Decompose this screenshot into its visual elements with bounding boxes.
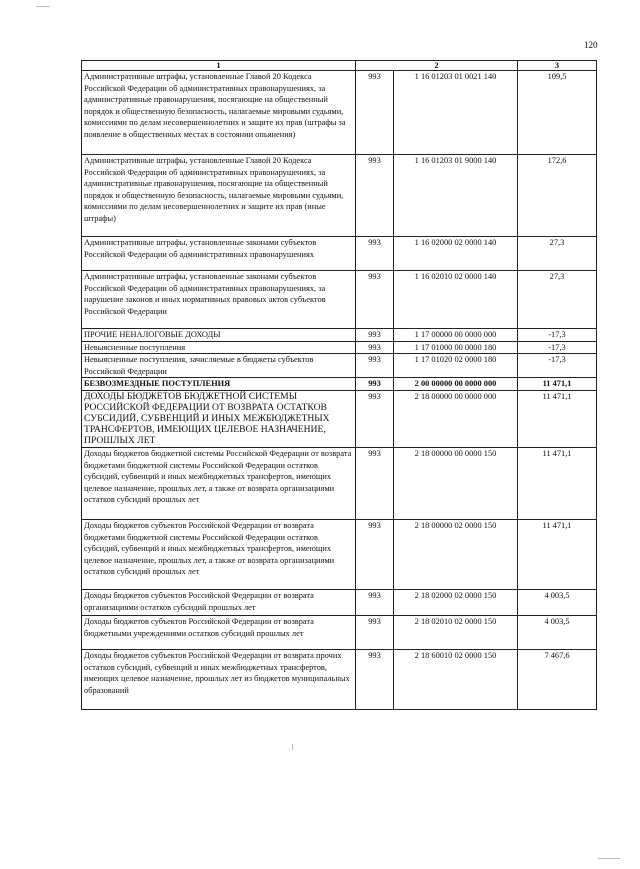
row-admin-code: 993 — [356, 589, 394, 615]
row-budget-code: 2 18 60010 02 0000 150 — [394, 649, 518, 709]
row-name: Невыясненные поступления — [82, 341, 356, 354]
row-budget-code: 2 18 02010 02 0000 150 — [394, 615, 518, 649]
row-name: Административные штрафы, установленные Главой 20 Кодекса Российской Федерации об административных правонарушениях, за административные правонарушения, посягающие на общественный порядок и общественную безопасность, налагаемые мировыми судьями, комиссиями по делам несовершеннолетних и защите их прав (иные штрафы) — [82, 155, 356, 237]
row-name: Доходы бюджетов субъектов Российской Федерации от возврата бюджетными учреждениями остатков субсидий прошлых лет — [82, 615, 356, 649]
row-value: 11 471,1 — [518, 447, 597, 519]
row-name: Доходы бюджетов субъектов Российской Федерации от возврата прочих остатков субсидий, субвенций и иных межбюджетных трансфертов, имеющих целевое назначение, прошлых лет из бюджетов муниципальных образований — [82, 649, 356, 709]
table-row — [82, 71, 597, 155]
table-row — [82, 155, 597, 237]
revenue-table — [81, 60, 597, 710]
row-value: -17,3 — [518, 329, 597, 342]
row-budget-code: 2 18 00000 00 0000 000 — [394, 390, 518, 447]
row-name: Доходы бюджетов субъектов Российской Федерации от возврата организациями остатков субсидий прошлых лет — [82, 589, 356, 615]
row-value: -17,3 — [518, 354, 597, 378]
table-row — [82, 447, 597, 519]
row-name: БЕЗВОЗМЕЗДНЫЕ ПОСТУПЛЕНИЯ — [82, 378, 356, 391]
row-value: 27,3 — [518, 271, 597, 329]
table-row — [82, 271, 597, 329]
table-row — [82, 390, 597, 447]
row-admin-code: 993 — [356, 354, 394, 378]
row-budget-code: 1 17 01020 02 0000 180 — [394, 354, 518, 378]
row-name: Доходы бюджетов субъектов Российской Федерации от возврата бюджетами бюджетной системы Российской Федерации остатков субсидий, субвенций и иных межбюджетных трансфертов, имеющих целевое назначение, прошлых лет, а также от возврата организациями остатков субсидий прошлых лет — [82, 519, 356, 589]
column-header: 1 — [82, 61, 356, 71]
row-admin-code: 993 — [356, 519, 394, 589]
row-admin-code: 993 — [356, 329, 394, 342]
row-value: 172,6 — [518, 155, 597, 237]
row-value: 11 471,1 — [518, 519, 597, 589]
row-budget-code: 1 16 01203 01 9000 140 — [394, 155, 518, 237]
row-budget-code: 2 00 00000 00 0000 000 — [394, 378, 518, 391]
row-value: 4 003,5 — [518, 589, 597, 615]
row-value: 27,3 — [518, 237, 597, 271]
row-name: Административные штрафы, установленные законами субъектов Российской Федерации об административных правонарушениях, за нарушение законов и иных нормативных правовых актов субъектов Российской Федерации — [82, 271, 356, 329]
row-value: 7 467,6 — [518, 649, 597, 709]
row-value: 11 471,1 — [518, 390, 597, 447]
row-admin-code: 993 — [356, 71, 394, 155]
row-budget-code: 2 18 00000 00 0000 150 — [394, 447, 518, 519]
row-value: 4 003,5 — [518, 615, 597, 649]
scan-mark — [36, 6, 50, 7]
row-value: 109,5 — [518, 71, 597, 155]
row-budget-code: 1 16 01203 01 0021 140 — [394, 71, 518, 155]
row-admin-code: 993 — [356, 447, 394, 519]
row-name: Невыясненные поступления, зачисляемые в бюджеты субъектов Российской Федерации — [82, 354, 356, 378]
column-header: 2 — [356, 61, 518, 71]
row-admin-code: 993 — [356, 341, 394, 354]
table-row — [82, 615, 597, 649]
page-number: 120 — [584, 40, 598, 50]
row-name: Административные штрафы, установленные Главой 20 Кодекса Российской Федерации об административных правонарушениях, за административные правонарушения, посягающие на общественный порядок и общественную безопасность, налагаемые мировыми судьями, комиссиями по делам несовершеннолетних и защите их прав (штрафы за появление в общественных местах в состоянии опьянения) — [82, 71, 356, 155]
row-name: Административные штрафы, установленные законами субъектов Российской Федерации об административных правонарушениях — [82, 237, 356, 271]
table-row — [82, 378, 597, 391]
row-budget-code: 2 18 00000 02 0000 150 — [394, 519, 518, 589]
row-admin-code: 993 — [356, 378, 394, 391]
column-header: 3 — [518, 61, 597, 71]
scan-mark — [292, 744, 293, 750]
row-name: Доходы бюджетов бюджетной системы Российской Федерации от возврата бюджетами бюджетной системы Российской Федерации остатков субсидий, субвенций и иных межбюджетных трансфертов, имеющих целевое назначение, прошлых лет, а также от возврата организациями остатков субсидий прошлых лет — [82, 447, 356, 519]
row-value: 11 471,1 — [518, 378, 597, 391]
row-budget-code: 1 16 02010 02 0000 140 — [394, 271, 518, 329]
row-budget-code: 1 16 02000 02 0000 140 — [394, 237, 518, 271]
table-row — [82, 649, 597, 709]
table-row — [82, 341, 597, 354]
row-admin-code: 993 — [356, 390, 394, 447]
row-budget-code: 1 17 00000 00 0000 000 — [394, 329, 518, 342]
row-name: ДОХОДЫ БЮДЖЕТОВ БЮДЖЕТНОЙ СИСТЕМЫ РОССИЙСКОЙ ФЕДЕРАЦИИ ОТ ВОЗВРАТА ОСТАТКОВ СУБСИДИЙ, СУБВЕНЦИЙ И ИНЫХ МЕЖБЮДЖЕТНЫХ ТРАНСФЕРТОВ, ИМЕЮЩИХ ЦЕЛЕВОЕ НАЗНАЧЕНИЕ, ПРОШЛЫХ ЛЕТ — [82, 390, 356, 447]
table-header-row — [82, 61, 597, 71]
scan-mark — [598, 858, 620, 859]
table-row — [82, 519, 597, 589]
row-admin-code: 993 — [356, 271, 394, 329]
row-admin-code: 993 — [356, 649, 394, 709]
row-budget-code: 1 17 01000 00 0000 180 — [394, 341, 518, 354]
table-row — [82, 237, 597, 271]
row-admin-code: 993 — [356, 237, 394, 271]
row-admin-code: 993 — [356, 155, 394, 237]
row-name: ПРОЧИЕ НЕНАЛОГОВЫЕ ДОХОДЫ — [82, 329, 356, 342]
row-value: -17,3 — [518, 341, 597, 354]
table-row — [82, 354, 597, 378]
table-row — [82, 329, 597, 342]
row-budget-code: 2 18 02000 02 0000 150 — [394, 589, 518, 615]
row-admin-code: 993 — [356, 615, 394, 649]
table-row — [82, 589, 597, 615]
